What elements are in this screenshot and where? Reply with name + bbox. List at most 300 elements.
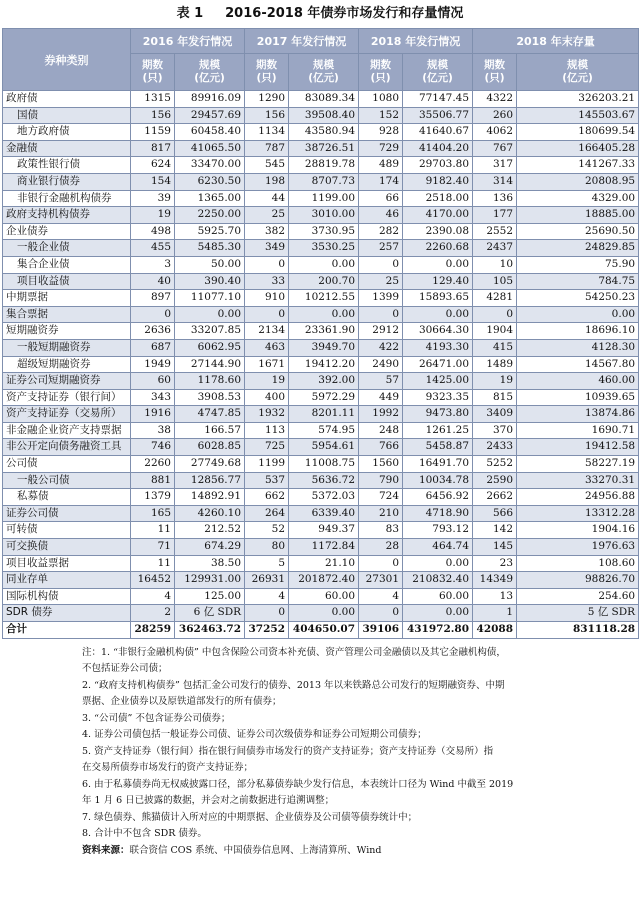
cell-count: 1379 [131,489,175,506]
cell-count: 2662 [473,489,517,506]
cell-scale: 27144.90 [175,356,245,373]
header-group-2017: 2017 年发行情况 [245,29,359,54]
row-category: 地方政府债 [3,124,131,141]
cell-scale: 75.90 [517,256,639,273]
cell-count: 198 [245,173,289,190]
cell-scale: 4128.30 [517,339,639,356]
table-row [3,472,639,489]
cell-count: 71 [131,539,175,556]
note-line: 2. “政府支持机构债券” 包括汇金公司发行的债券、2013 年以来铁路总公司发行的短期融资券、中期 [82,679,505,691]
cell-count: 25 [359,273,403,290]
cell-count: 787 [245,140,289,157]
cell-scale: 145503.67 [517,107,639,124]
cell-count: 13 [473,588,517,605]
cell-scale: 9323.35 [403,389,473,406]
cell-scale: 1425.00 [403,373,473,390]
total-row [3,622,639,639]
cell-count: 57 [359,373,403,390]
cell-scale: 180699.54 [517,124,639,141]
note-line: 不包括证券公司债； [82,663,168,675]
row-category: 合计 [3,622,131,639]
cell-scale: 390.40 [175,273,245,290]
cell-scale: 5372.03 [289,489,359,506]
note-line: 7. 绿色债券、熊猫债计入所对应的中期票据、企业债券及公司债等债券统计中； [82,811,418,823]
cell-count: 1290 [245,91,289,108]
note-line: 3. “公司债” 不包含证券公司债券； [82,712,231,724]
cell-scale: 50.00 [175,256,245,273]
cell-scale: 3949.70 [289,339,359,356]
cell-scale: 5636.72 [289,472,359,489]
cell-count: 1080 [359,91,403,108]
row-category: 资产支持证券（银行间） [3,389,131,406]
cell-scale: 1172.84 [289,539,359,556]
row-category: 企业债券 [3,223,131,240]
cell-count: 152 [359,107,403,124]
header-scale: 规模 (亿元) [517,54,639,91]
cell-scale: 43580.94 [289,124,359,141]
cell-scale: 29703.80 [403,157,473,174]
row-category: 国债 [3,107,131,124]
cell-count: 4 [245,588,289,605]
header-group-2018: 2018 年发行情况 [359,29,473,54]
cell-scale: 10034.78 [403,472,473,489]
cell-scale: 23361.90 [289,323,359,340]
cell-count: 881 [131,472,175,489]
cell-scale: 25690.50 [517,223,639,240]
cell-count: 2490 [359,356,403,373]
table-row [3,588,639,605]
row-category: 私募债 [3,489,131,506]
cell-count: 4 [359,588,403,605]
cell-count: 314 [473,173,517,190]
cell-scale: 54250.23 [517,290,639,307]
table-row [3,339,639,356]
cell-count: 498 [131,223,175,240]
cell-scale: 16491.70 [403,456,473,473]
source-label: 资料来源： [82,844,130,856]
cell-count: 40 [131,273,175,290]
cell-scale: 10939.65 [517,389,639,406]
cell-scale: 41065.50 [175,140,245,157]
cell-scale: 362463.72 [175,622,245,639]
cell-count: 1159 [131,124,175,141]
cell-count: 687 [131,339,175,356]
row-category: 非公开定向债务融资工具 [3,439,131,456]
cell-count: 174 [359,173,403,190]
row-category: 项目收益票据 [3,555,131,572]
row-category: 国际机构债 [3,588,131,605]
row-category: 金融债 [3,140,131,157]
cell-count: 0 [473,306,517,323]
row-category: 中期票据 [3,290,131,307]
cell-scale: 19412.20 [289,356,359,373]
row-category: 政府支持机构债券 [3,207,131,224]
cell-scale: 4718.90 [403,505,473,522]
table-row [3,406,639,423]
cell-scale: 431972.80 [403,622,473,639]
cell-count: 767 [473,140,517,157]
cell-count: 2552 [473,223,517,240]
cell-scale: 4747.85 [175,406,245,423]
cell-count: 156 [131,107,175,124]
table-row [3,323,639,340]
header-scale: 规模 (亿元) [289,54,359,91]
cell-scale: 3530.25 [289,240,359,257]
cell-count: 463 [245,339,289,356]
cell-scale: 6 亿 SDR [175,605,245,622]
cell-count: 27301 [359,572,403,589]
cell-count: 2433 [473,439,517,456]
cell-scale: 33270.31 [517,472,639,489]
cell-count: 1904 [473,323,517,340]
cell-scale: 326203.21 [517,91,639,108]
cell-count: 38 [131,422,175,439]
row-category: 非银行金融机构债券 [3,190,131,207]
cell-scale: 831118.28 [517,622,639,639]
row-category: 同业存单 [3,572,131,589]
cell-count: 0 [245,256,289,273]
cell-count: 2912 [359,323,403,340]
cell-scale: 29457.69 [175,107,245,124]
cell-scale: 18696.10 [517,323,639,340]
cell-count: 0 [245,306,289,323]
table-row [3,356,639,373]
cell-count: 3 [131,256,175,273]
cell-scale: 200.70 [289,273,359,290]
cell-count: 177 [473,207,517,224]
table-row [3,124,639,141]
note-line: 4. 证券公司债包括一般证券公司债、证券公司次级债券和证券公司短期公司债券； [82,729,427,741]
cell-count: 2636 [131,323,175,340]
cell-count: 928 [359,124,403,141]
cell-scale: 166405.28 [517,140,639,157]
cell-scale: 24829.85 [517,240,639,257]
cell-scale: 14892.91 [175,489,245,506]
row-category: 商业银行债券 [3,173,131,190]
cell-count: 28259 [131,622,175,639]
table-row [3,439,639,456]
cell-count: 52 [245,522,289,539]
cell-count: 33 [245,273,289,290]
cell-scale: 5954.61 [289,439,359,456]
cell-count: 897 [131,290,175,307]
cell-count: 370 [473,422,517,439]
cell-count: 105 [473,273,517,290]
cell-count: 26931 [245,572,289,589]
cell-count: 382 [245,223,289,240]
cell-count: 37252 [245,622,289,639]
cell-count: 14349 [473,572,517,589]
note-line: 票据、企业债券以及原铁道部发行的所有债券； [82,696,282,708]
cell-scale: 4260.10 [175,505,245,522]
table-row [3,572,639,589]
table-row [3,107,639,124]
source-text: 联合资信 COS 系统、中国债券信息网、上海清算所、Wind [129,844,382,856]
cell-scale: 5925.70 [175,223,245,240]
cell-scale: 201872.40 [289,572,359,589]
cell-count: 260 [473,107,517,124]
cell-scale: 129931.00 [175,572,245,589]
cell-scale: 0.00 [403,605,473,622]
cell-scale: 5458.87 [403,439,473,456]
cell-scale: 89916.09 [175,91,245,108]
row-category: 政策性银行债 [3,157,131,174]
cell-count: 2437 [473,240,517,257]
cell-scale: 0.00 [289,256,359,273]
cell-scale: 5972.29 [289,389,359,406]
table-row [3,555,639,572]
cell-count: 0 [359,256,403,273]
cell-count: 1949 [131,356,175,373]
cell-count: 19 [473,373,517,390]
cell-count: 1399 [359,290,403,307]
cell-scale: 9473.80 [403,406,473,423]
cell-scale: 0.00 [517,306,639,323]
cell-count: 142 [473,522,517,539]
cell-scale: 949.37 [289,522,359,539]
cell-scale: 674.29 [175,539,245,556]
cell-count: 790 [359,472,403,489]
cell-scale: 18885.00 [517,207,639,224]
header-group-2016: 2016 年发行情况 [131,29,245,54]
cell-scale: 1261.25 [403,422,473,439]
cell-scale: 0.00 [175,306,245,323]
cell-count: 165 [131,505,175,522]
table-body [3,91,639,639]
row-category: 一般短期融资券 [3,339,131,356]
cell-scale: 464.74 [403,539,473,556]
cell-scale: 14567.80 [517,356,639,373]
row-category: 可转债 [3,522,131,539]
cell-count: 815 [473,389,517,406]
cell-scale: 13312.28 [517,505,639,522]
table-row [3,140,639,157]
cell-scale: 6028.85 [175,439,245,456]
cell-count: 44 [245,190,289,207]
cell-count: 5252 [473,456,517,473]
table-row [3,389,639,406]
cell-count: 1134 [245,124,289,141]
cell-count: 415 [473,339,517,356]
cell-count: 537 [245,472,289,489]
cell-scale: 404650.07 [289,622,359,639]
cell-count: 1671 [245,356,289,373]
cell-count: 282 [359,223,403,240]
row-category: 一般企业债 [3,240,131,257]
cell-count: 4 [131,588,175,605]
cell-count: 257 [359,240,403,257]
cell-scale: 20808.95 [517,173,639,190]
table-row [3,223,639,240]
cell-scale: 0.00 [403,555,473,572]
table-row [3,539,639,556]
cell-count: 662 [245,489,289,506]
cell-count: 1199 [245,456,289,473]
cell-count: 19 [245,373,289,390]
cell-count: 248 [359,422,403,439]
cell-scale: 141267.33 [517,157,639,174]
row-category: 一般公司债 [3,472,131,489]
row-category: 政府债 [3,91,131,108]
cell-scale: 83089.34 [289,91,359,108]
cell-count: 264 [245,505,289,522]
cell-scale: 254.60 [517,588,639,605]
cell-count: 4322 [473,91,517,108]
header-count: 期数 (只) [473,54,517,91]
cell-scale: 35506.77 [403,107,473,124]
row-category: 证券公司债 [3,505,131,522]
note-line: 6. 由于私募债券尚无权威披露口径，部分私募债券缺少发行信息，本表统计口径为 Wind 中截至 2019 [82,778,514,790]
header-count: 期数 (只) [245,54,289,91]
cell-scale: 60458.40 [175,124,245,141]
cell-count: 2 [131,605,175,622]
cell-scale: 33470.00 [175,157,245,174]
cell-scale: 77147.45 [403,91,473,108]
row-category: 集合票据 [3,306,131,323]
table-row [3,489,639,506]
table-title [0,0,640,28]
cell-count: 624 [131,157,175,174]
cell-scale: 6339.40 [289,505,359,522]
cell-scale: 30664.30 [403,323,473,340]
cell-scale: 8201.11 [289,406,359,423]
cell-scale: 212.52 [175,522,245,539]
table-number: 表 1 [176,6,204,21]
table-row [3,173,639,190]
cell-count: 83 [359,522,403,539]
cell-scale: 3730.95 [289,223,359,240]
cell-scale: 13874.86 [517,406,639,423]
table-row [3,422,639,439]
cell-count: 66 [359,190,403,207]
table-row [3,157,639,174]
cell-count: 724 [359,489,403,506]
table-row [3,306,639,323]
cell-count: 39 [131,190,175,207]
cell-count: 400 [245,389,289,406]
cell-count: 25 [245,207,289,224]
cell-count: 23 [473,555,517,572]
cell-count: 11 [131,555,175,572]
cell-scale: 11077.10 [175,290,245,307]
cell-scale: 1976.63 [517,539,639,556]
cell-scale: 6456.92 [403,489,473,506]
cell-count: 154 [131,173,175,190]
cell-count: 145 [473,539,517,556]
table-row [3,273,639,290]
cell-scale: 5 亿 SDR [517,605,639,622]
cell-scale: 26471.00 [403,356,473,373]
cell-scale: 210832.40 [403,572,473,589]
row-category: 项目收益债 [3,273,131,290]
cell-count: 489 [359,157,403,174]
cell-scale: 0.00 [289,605,359,622]
cell-count: 4062 [473,124,517,141]
cell-scale: 4193.30 [403,339,473,356]
cell-scale: 6062.95 [175,339,245,356]
row-category: 集合企业债 [3,256,131,273]
row-category: 公司债 [3,456,131,473]
cell-scale: 460.00 [517,373,639,390]
cell-scale: 27749.68 [175,456,245,473]
cell-count: 2590 [473,472,517,489]
cell-scale: 33207.85 [175,323,245,340]
cell-scale: 1178.60 [175,373,245,390]
cell-scale: 1904.16 [517,522,639,539]
cell-scale: 58227.19 [517,456,639,473]
cell-count: 3409 [473,406,517,423]
cell-scale: 38.50 [175,555,245,572]
cell-count: 343 [131,389,175,406]
cell-scale: 6230.50 [175,173,245,190]
cell-scale: 129.40 [403,273,473,290]
header-group-2018-stock: 2018 年末存量 [473,29,639,54]
cell-scale: 4329.00 [517,190,639,207]
cell-scale: 166.57 [175,422,245,439]
cell-scale: 0.00 [403,306,473,323]
cell-scale: 1199.00 [289,190,359,207]
cell-count: 1315 [131,91,175,108]
table-row [3,190,639,207]
cell-scale: 3908.53 [175,389,245,406]
cell-scale: 0.00 [289,306,359,323]
cell-count: 746 [131,439,175,456]
cell-scale: 2518.00 [403,190,473,207]
cell-count: 1 [473,605,517,622]
cell-scale: 41404.20 [403,140,473,157]
note-line: 注：1. “非银行金融机构债” 中包含保险公司资本补充债、资产管理公司金融债以及其它金融机构债， [82,646,506,658]
table-row [3,456,639,473]
cell-count: 156 [245,107,289,124]
table-row [3,91,639,108]
header-count: 期数 (只) [359,54,403,91]
cell-count: 136 [473,190,517,207]
note-line: 5. 资产支持证券（银行间）指在银行间债券市场发行的资产支持证券；资产支持证券（交易所）指 [82,745,494,757]
cell-scale: 98826.70 [517,572,639,589]
cell-scale: 793.12 [403,522,473,539]
source-line [82,843,634,860]
cell-count: 0 [359,555,403,572]
cell-count: 1992 [359,406,403,423]
cell-scale: 3010.00 [289,207,359,224]
cell-count: 113 [245,422,289,439]
cell-count: 1489 [473,356,517,373]
table-row [3,522,639,539]
cell-scale: 60.00 [403,588,473,605]
cell-count: 725 [245,439,289,456]
note-line: 在交易所债券市场发行的资产支持证券； [82,762,254,774]
row-category: 证券公司短期融资券 [3,373,131,390]
cell-count: 729 [359,140,403,157]
cell-scale: 15893.65 [403,290,473,307]
note-line: 8. 合计中不包含 SDR 债券。 [82,828,207,840]
cell-count: 39106 [359,622,403,639]
row-category: SDR 债券 [3,605,131,622]
row-category: 短期融资券 [3,323,131,340]
cell-count: 349 [245,240,289,257]
table-notes [82,645,634,860]
cell-count: 0 [131,306,175,323]
cell-scale: 28819.78 [289,157,359,174]
cell-count: 2134 [245,323,289,340]
header-category: 券种类别 [3,29,131,91]
cell-scale: 2390.08 [403,223,473,240]
cell-count: 28 [359,539,403,556]
row-category: 非金融企业资产支持票据 [3,422,131,439]
cell-count: 19 [131,207,175,224]
cell-count: 5 [245,555,289,572]
cell-scale: 2260.68 [403,240,473,257]
